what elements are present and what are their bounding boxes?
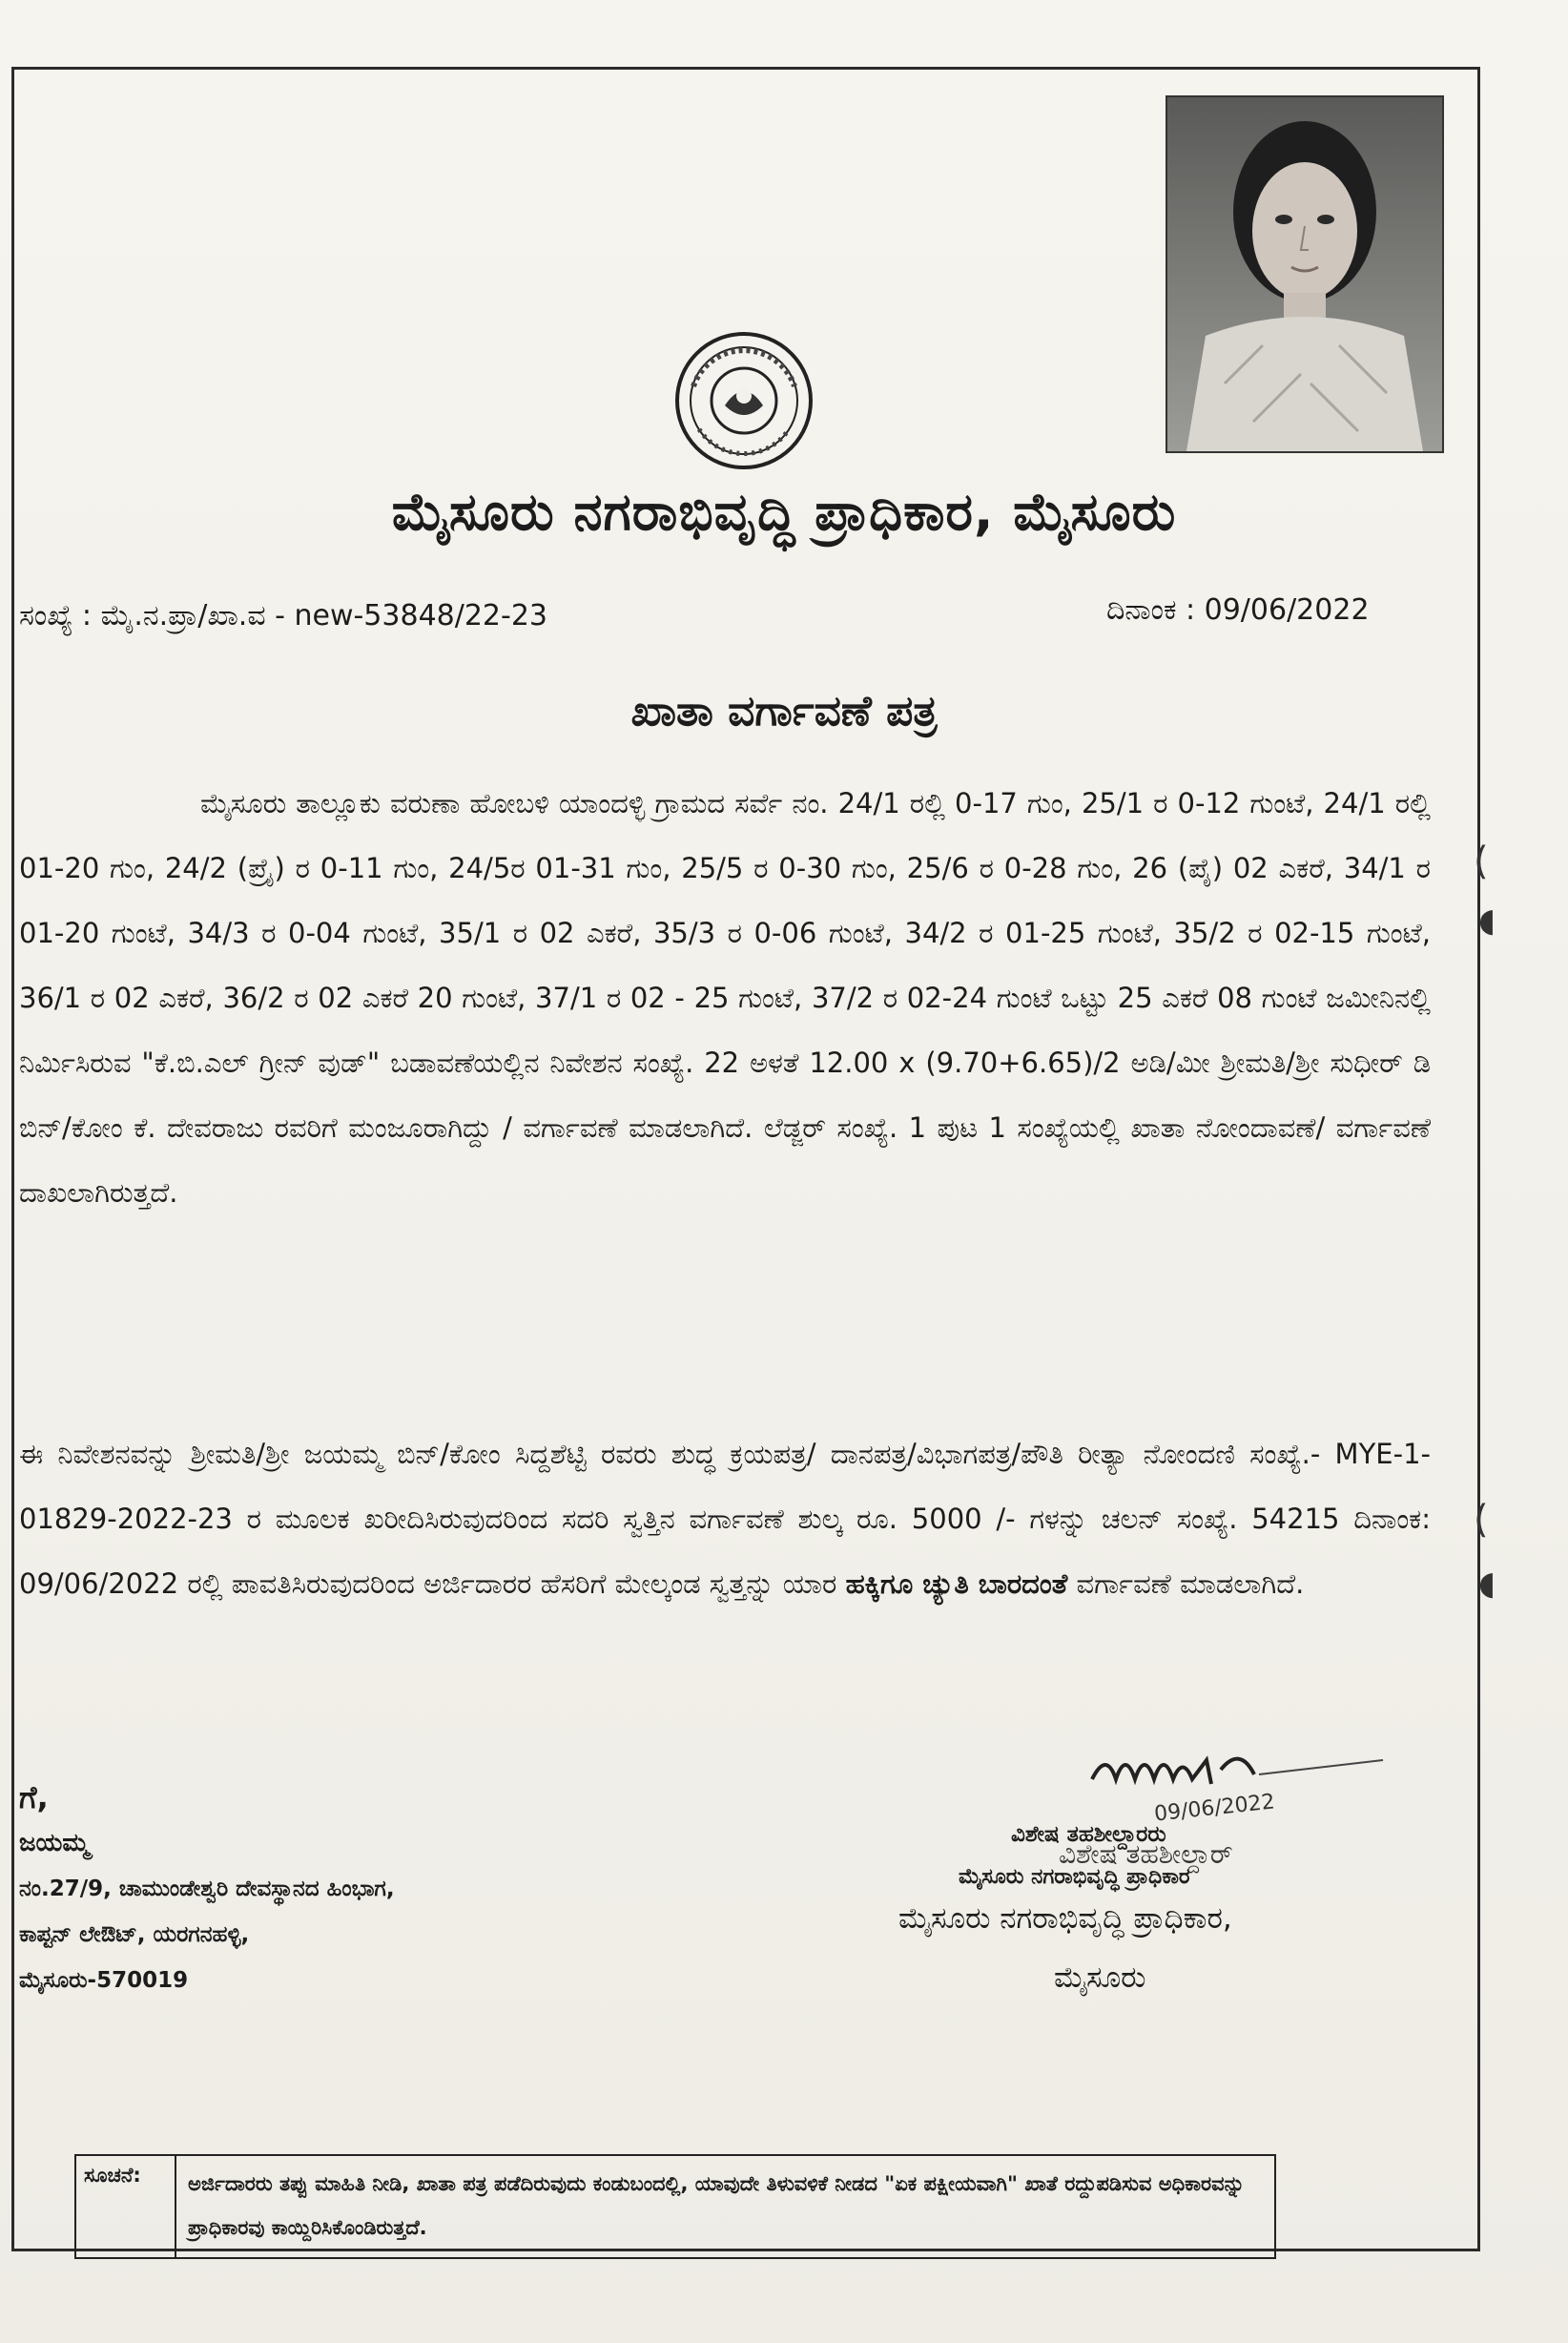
reference-number: ಸಂಖ್ಯೆ : ಮೈ.ನ.ಪ್ರಾ/ಖಾ.ವ - new-53848/22-23 [19, 599, 548, 632]
notice-label: ಸೂಚನೆ: [76, 2156, 176, 2257]
signatory-city: ಮೈಸೂರು [1054, 1960, 1146, 1995]
authority-seal-icon [672, 329, 815, 472]
punch-hole-mark: ( [1474, 840, 1489, 883]
stamp-line-1: ವಿಶೇಷ ತಹಶೀಲ್ದಾರರು [1011, 1822, 1166, 1847]
paragraph-2-end: ವರ್ಗಾವಣೆ ಮಾಡಲಾಗಿದೆ. [1067, 1567, 1305, 1600]
recipient-line-3: ಮೈಸೂರು-570019 [19, 1968, 189, 1993]
notice-text: ಅರ್ಜಿದಾರರು ತಪ್ಪು ಮಾಹಿತಿ ನೀಡಿ, ಖಾತಾ ಪತ್ರ ಪಡೆದಿರುವುದು ಕಂಡುಬಂದಲ್ಲಿ, ಯಾವುದೇ ತಿಳುವಳಿಕೆ ನೀಡದ "ಏಕ ಪಕ್ಷೀಯವಾಗಿ" ಖಾತೆ ರದ್ದುಪಡಿಸುವ ಅಧಿಕಾರವನ್ನು ಪ್ರಾಧಿಕಾರವು ಕಾಯ್ದಿರಿಸಿಕೊಂಡಿರುತ್ತದೆ. [188, 2172, 1245, 2239]
issue-date: ದಿನಾಂಕ : 09/06/2022 [1106, 593, 1370, 627]
stamp-line-2: ವಿಶೇಷ ತಹಶೀಲ್ದಾರ್ [1059, 1838, 1233, 1870]
signature-date: 09/06/2022 [1153, 1790, 1276, 1827]
paragraph-2-bold: ಹಕ್ಕಿಗೂ ಚ್ಯುತಿ ಬಾರದಂತೆ [845, 1567, 1068, 1600]
body-paragraph-1: ಮೈಸೂರು ತಾಲ್ಲೂಕು ವರುಣಾ ಹೋಬಳಿ ಯಾಂದಳ್ಳಿ ಗ್ರಾಮದ ಸರ್ವೆ ನಂ. 24/1 ರಲ್ಲಿ 0-17 ಗುಂ, 25/1 ರ 0-12 ಗುಂಟೆ, 24/1 ರಲ್ಲಿ 01-20 ಗುಂ, 24/2 (ಪ್ರೈ) ರ 0-11 ಗುಂ, 24/5ರ 01-31 ಗುಂ, 25/5 ರ 0-30 ಗುಂ, 25/6 ರ 0-28 ಗುಂ, 26 (ಪೈ) 02 ಎಕರೆ, 34/1 ರ 01-20 ಗುಂಟೆ, 34/3 ರ 0-04 ಗುಂಟೆ, 35/1 ರ 02 ಎಕರೆ, 35/3 ರ 0-06 ಗುಂಟೆ, 34/2 ರ 01-25 ಗುಂಟೆ, 35/2 ರ 02-15 ಗುಂಟೆ, 36/1 ರ 02 ಎಕರೆ, 36/2 ರ 02 ಎಕರೆ 20 ಗುಂಟೆ, 37/1 ರ 02 - 25 ಗುಂಟೆ, 37/2 ರ 02-24 ಗುಂಟೆ ಒಟ್ಟು 25 ಎಕರೆ 08 ಗುಂಟೆ ಜಮೀನಿನಲ್ಲಿ ನಿರ್ಮಿಸಿರುವ "ಕೆ.ಬಿ.ಎಲ್ ಗ್ರೀನ್ ವುಡ್" ಬಡಾವಣೆಯಲ್ಲಿನ ನಿವೇಶನ ಸಂಖ್ಯೆ. 22 ಅಳತೆ 12.00 x (9.70+6.65)/2 ಅಡಿ/ಮೀ ಶ್ರೀಮತಿ/ಶ್ರೀ ಸುಧೀರ್ ಡಿ ಬಿನ್/ಕೋಂ ಕೆ. ದೇವರಾಜು ರವರಿಗೆ ಮಂಜೂರಾಗಿದ್ದು / ವರ್ಗಾವಣೆ ಮಾಡಲಾಗಿದೆ. ಲೆಡ್ಜರ್ ಸಂಖ್ಯೆ. 1 ಪುಟ 1 ಸಂಖ್ಯೆಯಲ್ಲಿ ಖಾತಾ ನೋಂದಾವಣೆ/ ವರ್ಗಾವಣೆ ದಾಖಲಾಗಿರುತ್ತದೆ. [19, 787, 1431, 1209]
signature-block [887, 1741, 1421, 2027]
recipient-to: ಗೆ, [19, 1779, 49, 1815]
authority-heading: ಮೈಸೂರು ನಗರಾಭಿವೃದ್ಧಿ ಪ್ರಾಧಿಕಾರ, ಮೈಸೂರು [391, 482, 1177, 542]
recipient-line-1: ನಂ.27/9, ಚಾಮುಂಡೇಶ್ವರಿ ದೇವಸ್ಥಾನದ ಹಿಂಭಾಗ, [19, 1876, 395, 1901]
applicant-photo [1166, 95, 1444, 453]
signatory-office: ಮೈಸೂರು ನಗರಾಭಿವೃದ್ಧಿ ಪ್ರಾಧಿಕಾರ, [898, 1901, 1232, 1936]
recipient-name: ಜಯಮ್ಮ [19, 1829, 90, 1857]
recipient-address [19, 1774, 395, 2003]
punch-hole-mark: ◖ [1478, 902, 1496, 940]
body-paragraph-2 [19, 1421, 1431, 1616]
recipient-line-2: ಕಾಪ್ಟನ್ ಲೇಔಟ್, ಯರಗನಹಳ್ಳಿ, [19, 1922, 250, 1947]
punch-hole-mark: ◖ [1478, 1565, 1496, 1603]
stamp-line-3: ಮೈಸೂರು ನಗರಾಭಿವೃದ್ಧಿ ಪ್ರಾಧಿಕಾರ [959, 1865, 1190, 1889]
paragraph-2-main: ಈ ನಿವೇಶನವನ್ನು ಶ್ರೀಮತಿ/ಶ್ರೀ ಜಯಮ್ಮ ಬಿನ್/ಕೋಂ ಸಿದ್ದಶೆಟ್ಟಿ ರವರು ಶುದ್ಧ ಕ್ರಯಪತ್ರ/ ದಾನಪತ್ರ/ವಿಭಾಗಪತ್ರ/ಪೌತಿ ರೀತ್ಯಾ ನೋಂದಣಿ ಸಂಖ್ಯೆ.- MYE-1-01829-2022-23 ರ ಮೂಲಕ ಖರೀದಿಸಿರುವುದರಿಂದ ಸದರಿ ಸ್ವತ್ತಿನ ವರ್ಗಾವಣೆ ಶುಲ್ಕ ರೂ. 5000 /- ಗಳನ್ನು ಚಲನ್ ಸಂಖ್ಯೆ. 54215 ದಿನಾಂಕ: 09/06/2022 ರಲ್ಲಿ ಪಾವತಿಸಿರುವುದರಿಂದ ಅರ್ಜಿದಾರರ ಹೆಸರಿಗೆ ಮೇಲ್ಕಂಡ ಸ್ವತ್ತನ್ನು ಯಾರ [19, 1438, 1431, 1600]
document-title: ಖಾತಾ ವರ್ಗಾವಣೆ ಪತ್ರ [630, 687, 938, 736]
notice-box [74, 2154, 1276, 2259]
punch-hole-mark: ( [1474, 1498, 1489, 1542]
